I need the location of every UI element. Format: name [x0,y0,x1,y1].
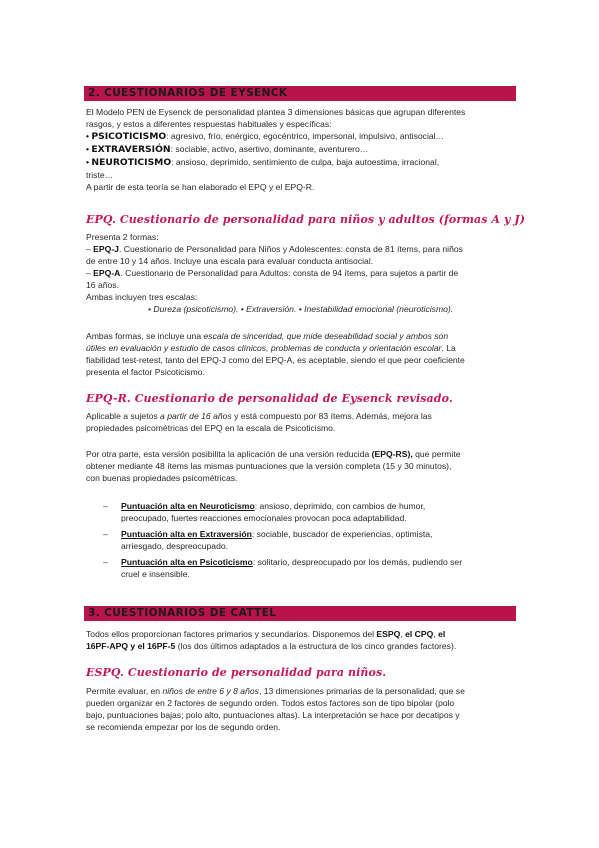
bold-text: (EPQ-RS), [371,449,413,459]
dash: – [103,557,108,567]
bullet-keyword: EXTRAVERSIÓN [91,144,171,155]
text: , [400,629,406,639]
epq-j-line [86,243,518,255]
text-line: se recomienda empezar por los de segundo orden. [86,722,281,732]
epq-block [86,231,518,315]
text-line: propiedades psicométricas del EPQ en la escala de Psicoticismo. [86,423,336,433]
text-line [121,528,518,540]
bullet-icon: • [86,144,92,154]
italic-text: a partir de 16 años [160,411,232,421]
list-item [103,556,518,580]
keyword: EPQ-J [93,244,119,254]
text-line: fiabilidad test-retest, tanto del EPQ-J como del EPQ-A, es aceptable, siendo el que peor coeficiente [86,355,465,365]
text-line: 16 años. [86,280,119,290]
subheading-espq: ESPQ. Cuestionario de personalidad para niños. [86,666,387,679]
epqr-score-list [103,500,518,580]
italic-text: escala de sinceridad, que mide deseabilidad social y ambos son [203,331,449,341]
underlined-keyword: Puntuación alta en Extraversión [121,529,252,539]
bullet-neuroticismo [86,156,518,169]
text-line [86,342,518,354]
keyword: EPQ-A [93,268,121,278]
text-line [86,410,518,422]
bold-text: el [438,629,446,639]
text-line: bajo, puntuaciones bajas; polo alto, puntuaciones altas). La interpretación se hace por decatipos y [86,710,460,720]
text: , 13 dimensiones primarias de la personalidad, que se [258,686,465,696]
text: : ansioso, deprimido, con cambios de humor, [254,501,426,511]
bullet-extraversion [86,143,518,156]
text-line [121,556,518,568]
text-line: Presenta 2 formas: [86,232,159,242]
dash: – [86,268,94,278]
text: Aplicable a sujetos [86,411,161,421]
text-line: obtener mediante 48 ítems las mismas puntuaciones que la versión completa (15 y 30 minutos), [86,461,452,471]
epqr-paragraph-2 [86,448,518,484]
text-line: Ambas incluyen tres escalas: [86,292,198,302]
text-line: preocupado, fuertes reacciones emocionales provocan poca adaptabilidad. [121,513,407,523]
text-line: El Modelo PEN de Eysenck de personalidad plantea 3 dimensiones básicas que agrupan diferentes [86,107,466,117]
section-heading-cattel: 3. CUESTIONARIOS DE CATTEL [84,606,516,621]
dash: – [86,244,94,254]
underlined-keyword: Puntuación alta en Neuroticismo [121,501,255,511]
bullet-keyword: NEUROTICISMO [91,157,172,168]
text: . La [441,343,456,353]
text: (los dos últimos adaptados a la estructura de los cinco grandes factores). [175,641,457,651]
text: Ambas formas, se incluye una [86,331,204,341]
dash: – [103,501,108,511]
bold-text: ESPQ [376,629,401,639]
text: , [433,629,439,639]
text-line: triste… [86,170,114,180]
text-line [86,628,518,640]
text: que permite [412,449,461,459]
underlined-keyword: Puntuación alta en Psicoticismo [121,557,253,567]
text: Permite evaluar, en [86,686,163,696]
epq-paragraph [86,330,518,378]
text: y está compuesto por 83 ítems. Además, mejora las [231,411,432,421]
text: Todos ellos proporcionan factores primarios y secundarios. Disponemos del [86,629,377,639]
text-line [86,448,518,460]
bullet-psicoticismo [86,130,518,143]
epq-a-line [86,267,518,279]
text: . Cuestionario de Personalidad para Adultos: consta de 94 ítems, para sujetos a partir de [120,268,459,278]
text: : solitario, despreocupado por los demás, pudiendo ser [252,557,463,567]
list-item [103,528,518,552]
italic-text: niños de entre 6 y 8 años [162,686,259,696]
bold-text: 16PF-APQ y el 16PF-5 [86,641,176,651]
text-line [86,685,518,697]
epqr-paragraph-1 [86,410,518,434]
text-line: rasgos, y estos a diferentes respuestas habituales y específicas: [86,119,332,129]
dash: – [103,529,108,539]
text-line: presenta el factor Psicoticismo. [86,367,205,377]
bullet-keyword: PSICOTICISMO [91,131,167,142]
text-line [121,500,518,512]
text-line: con buenas propiedades psicométricas. [86,473,238,483]
bullet-text: : ansioso, deprimido, sentimiento de culpa, baja autoestima, irracional, [171,157,440,167]
bullet-icon: • [86,157,92,167]
scales-line: • Dureza (psicoticismo). • Extraversión. • Inestabilidad emocional (neuroticismo). [148,304,454,314]
text: Por otra parte, esta versión posibilita la aplicación de una versión reducida [86,449,372,459]
text-line: A partir de esta teoría se han elaborado el EPQ y el EPQ-R. [86,182,315,192]
text-line [86,640,518,652]
section-heading-eysenck: 2. CUESTIONARIOS DE EYSENCK [84,86,516,101]
subheading-epq: EPQ. Cuestionario de personalidad para niños y adultos (formas A y J) [86,213,526,226]
text-line: de entre 10 y 14 años. Incluye una escala para evaluar conducta antisocial. [86,256,374,266]
text-line [86,330,518,342]
espq-paragraph [86,685,518,733]
text: : sociable, buscador de experiencias, optimista, [251,529,433,539]
bold-text: el CPQ [405,629,434,639]
text-line: arriesgado, despreocupado. [121,541,229,551]
bullet-text: : sociable, activo, asertivo, dominante, aventurero… [170,144,369,154]
bullet-text: : agresivo, frío, enérgico, egocéntrico, impersonal, impulsivo, antisocial… [166,131,445,141]
italic-text: útiles en evaluación y estudio de casos clínicos, problemas de conducta y orientación escolar [86,343,442,353]
text-line: pueden organizar en 2 factores de segundo orden. Todos estos factores son de tipo bipolar (polo [86,698,455,708]
eysenck-intro [86,106,518,193]
subheading-epq-r: EPQ-R. Cuestionario de personalidad de Eysenck revisado. [86,392,453,405]
bullet-icon: • [86,131,92,141]
text: . Cuestionario de Personalidad para Niños y Adolescentes: consta de 81 ítems, para niños [118,244,463,254]
text-line: cruel e insensible. [121,569,190,579]
list-item [103,500,518,524]
cattel-paragraph [86,628,518,652]
